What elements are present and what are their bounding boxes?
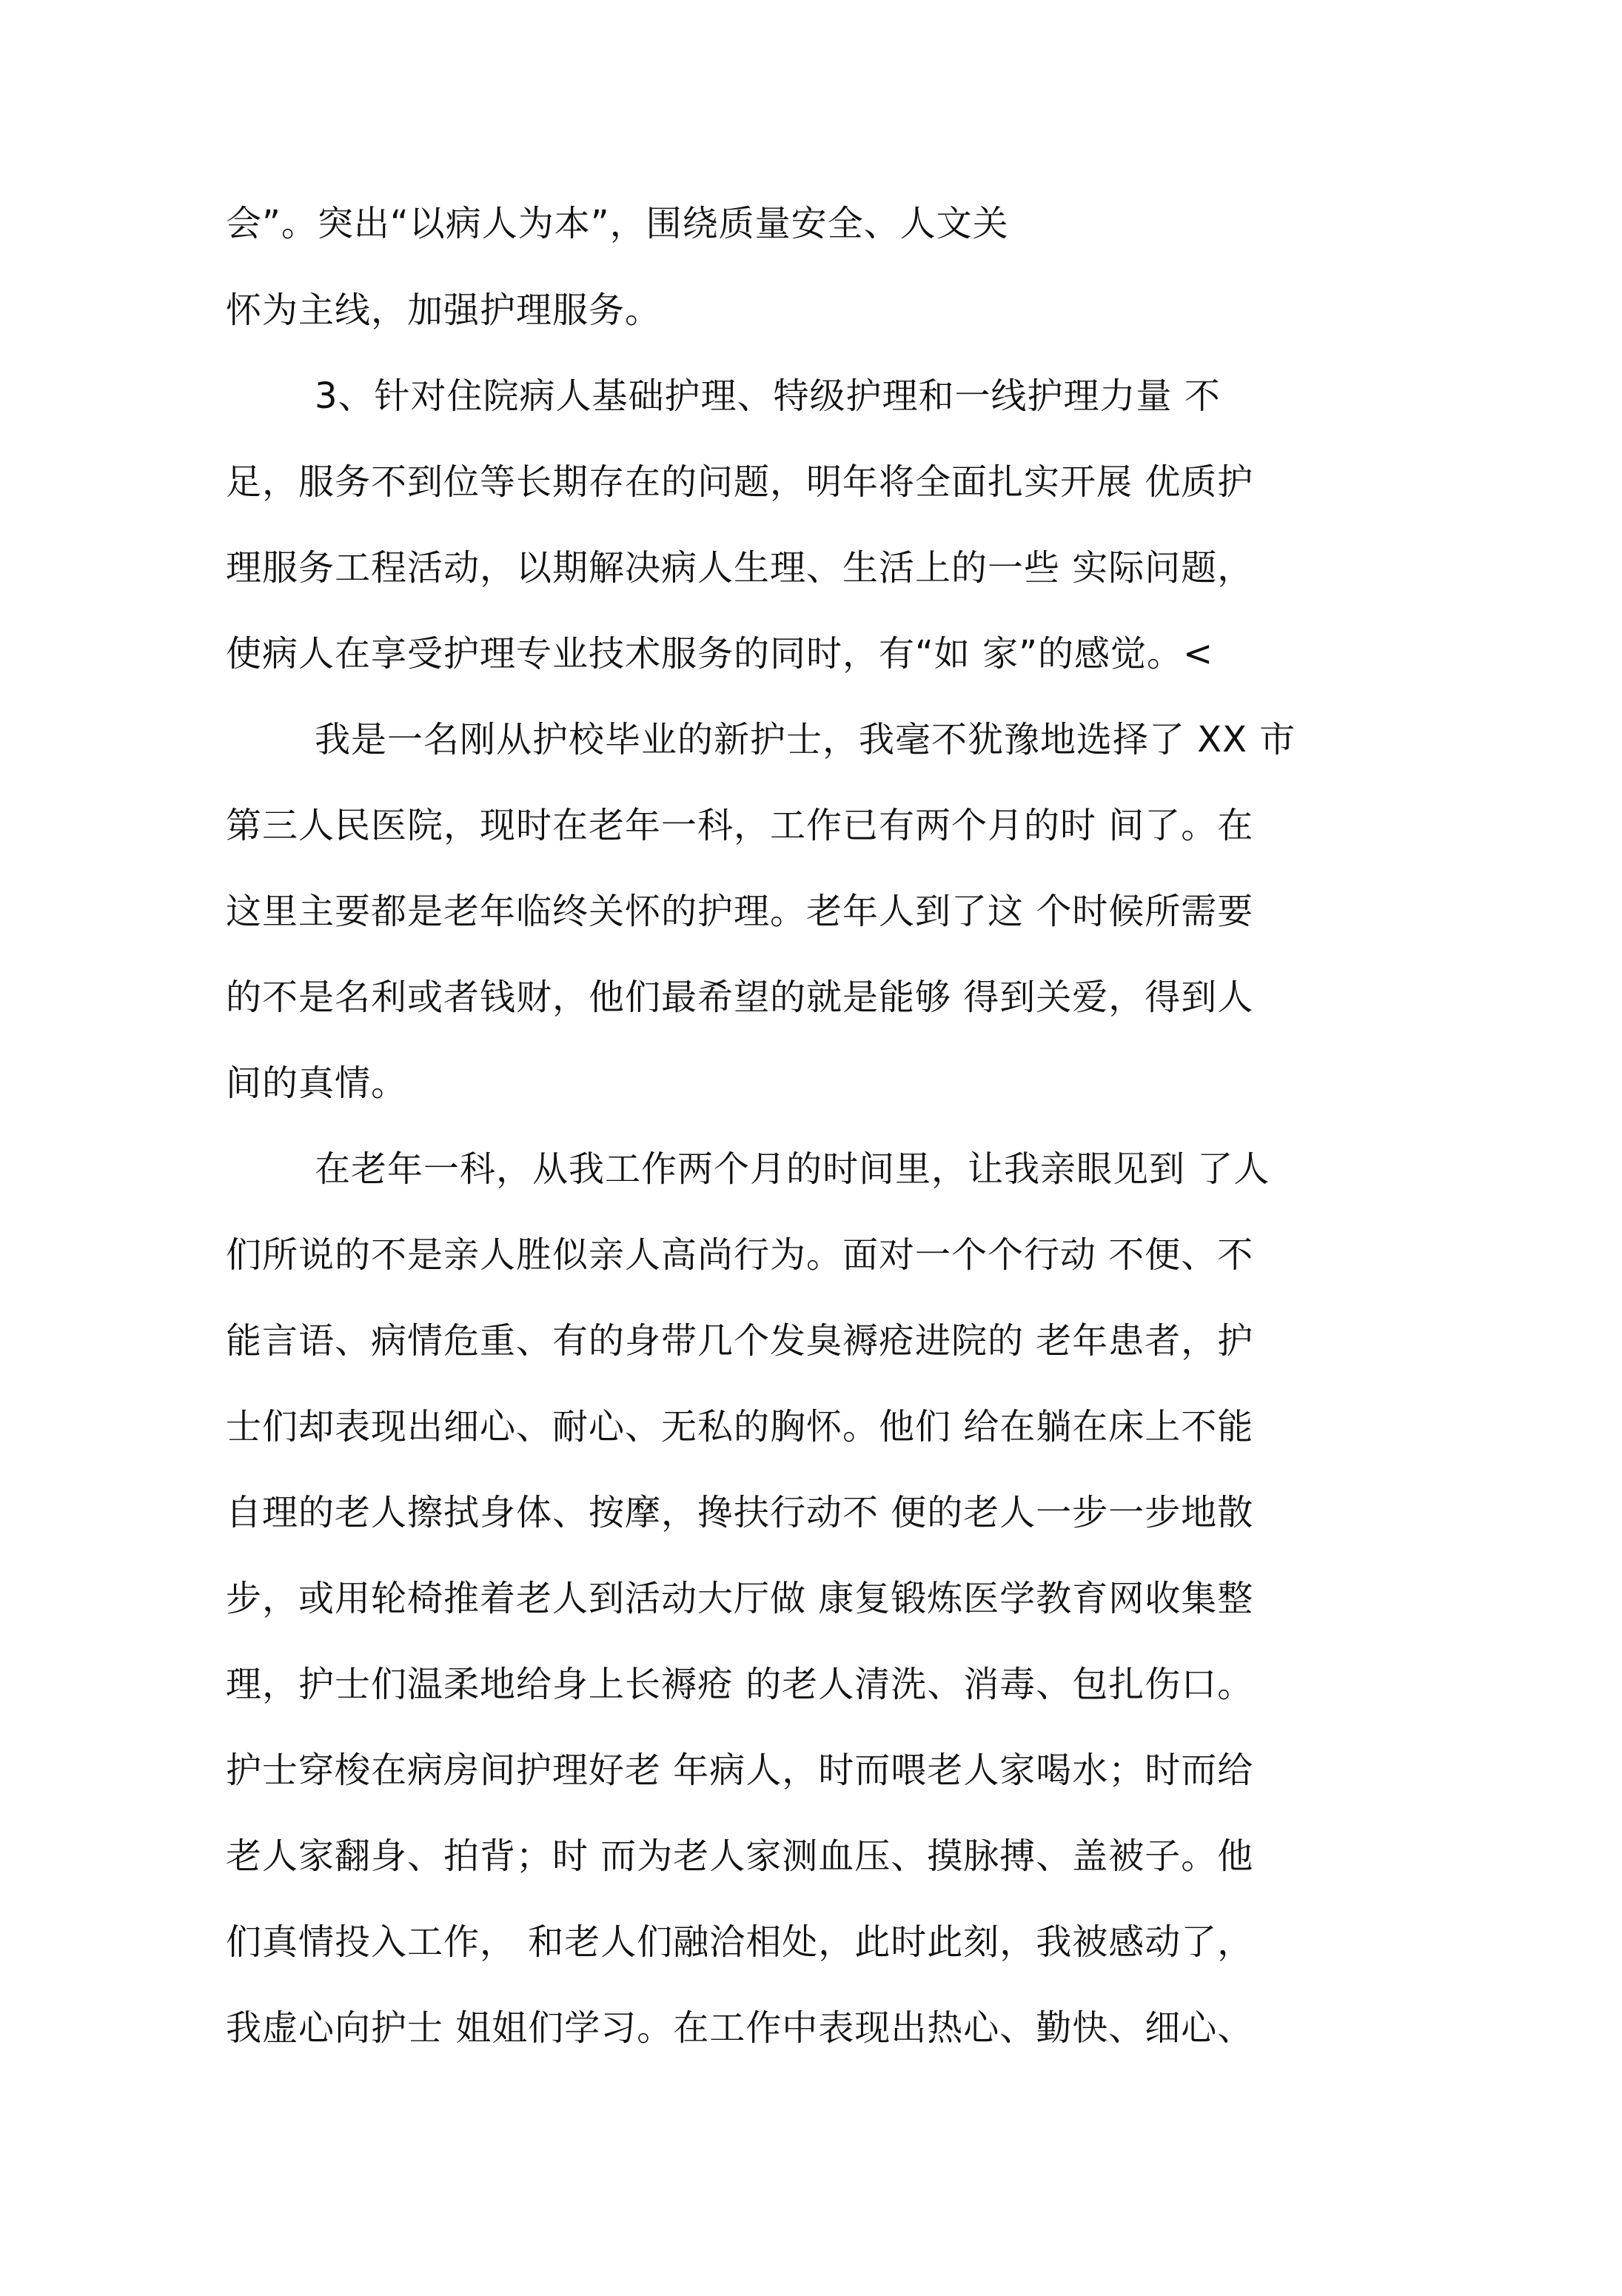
text-line: 会”。突出“以病人为本”，围绕质量安全、人文关: [226, 203, 1009, 244]
text-line: 这里主要都是老年临终关怀的护理。老年人到了这 个时候所需要: [226, 891, 1254, 932]
text-line: 3、针对住院病人基础护理、特级护理和一线护理力量 不: [315, 375, 1221, 417]
text-line: 足，服务不到位等长期存在的问题，明年将全面扎实开展 优质护: [226, 461, 1254, 503]
text-line: 们所说的不是亲人胜似亲人高尚行为。面对一个个行动 不便、不: [226, 1234, 1254, 1276]
text-line: 能言语、病情危重、有的身带几个发臭褥疮进院的 老年患者，护: [226, 1320, 1254, 1362]
text-line: 老人家翻身、拍背；时 而为老人家测血压、摸脉搏、盖被子。他: [226, 1835, 1254, 1877]
text-line: 使病人在享受护理专业技术服务的同时，有“如 家”的感觉。<: [226, 633, 1214, 675]
text-line: 第三人民医院，现时在老年一科，工作已有两个月的时 间了。在: [226, 805, 1254, 846]
text-line: 理服务工程活动，以期解决病人生理、生活上的一些 实际问题，: [226, 547, 1254, 589]
text-line: 理，护士们温柔地给身上长褥疮 的老人清洗、消毒、包扎伤口。: [226, 1664, 1254, 1705]
text-line: 士们却表现出细心、耐心、无私的胸怀。他们 给在躺在床上不能: [226, 1406, 1254, 1447]
text-line: 在老年一科，从我工作两个月的时间里，让我亲眼见到 了人: [315, 1148, 1270, 1190]
text-line: 我虚心向护士 姐姐们学习。在工作中表现出热心、勤快、细心、: [226, 2007, 1254, 2049]
text-line: 我是一名刚从护校毕业的新护士，我毫不犹豫地选择了 XX 市: [315, 719, 1296, 760]
text-line: 们真情投入工作， 和老人们融洽相处，此时此刻，我被感动了，: [226, 1921, 1254, 1963]
text-line: 怀为主线，加强护理服务。: [226, 289, 662, 331]
text-line: 的不是名利或者钱财，他们最希望的就是能够 得到关爱，得到人: [226, 977, 1254, 1018]
text-line: 间的真情。: [226, 1062, 408, 1104]
text-line: 自理的老人擦拭身体、按摩，搀扶行动不 便的老人一步一步地散: [226, 1492, 1254, 1533]
text-line: 步，或用轮椅推着老人到活动大厅做 康复锻炼医学教育网收集整: [226, 1578, 1254, 1619]
text-line: 护士穿梭在病房间护理好老 年病人，时而喂老人家喝水；时而给: [226, 1750, 1254, 1791]
